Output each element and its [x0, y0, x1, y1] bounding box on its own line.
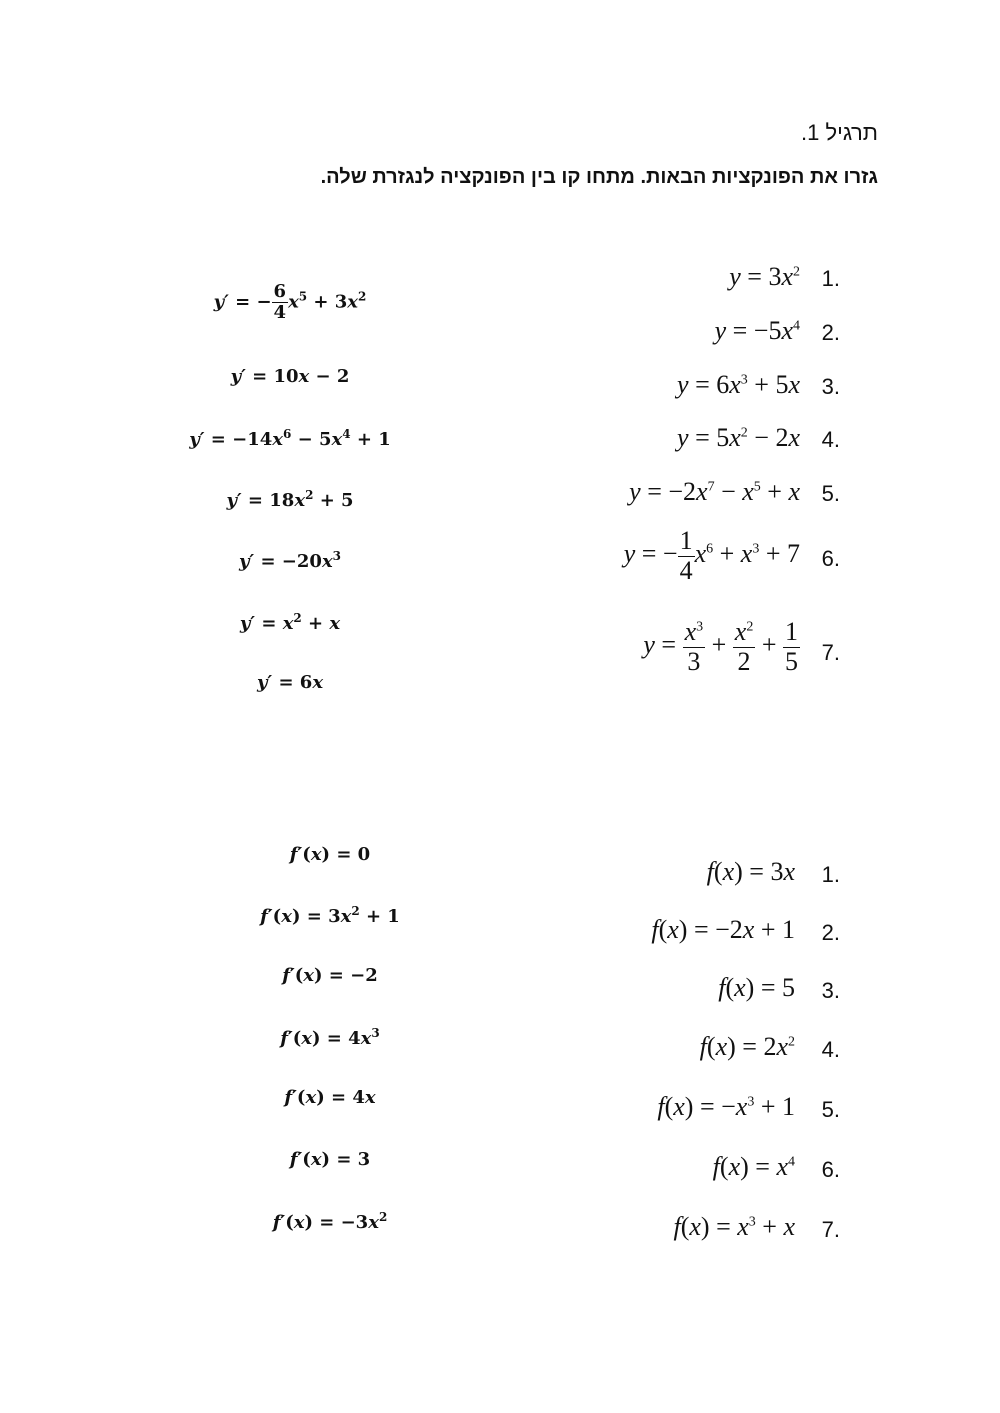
function-number: 2.: [821, 320, 840, 345]
derivative-equation: f′(x) = −2: [282, 965, 378, 986]
derivative-equation: f′(x) = 4x: [284, 1087, 376, 1108]
function-number: 5.: [821, 481, 840, 506]
derivative-equation: $y' = -14x^6 - 5x^4 + 1$: [189, 427, 391, 450]
function-equation: $f(x) = 2x^2$: [699, 1032, 795, 1061]
function-number: 1.: [821, 862, 840, 887]
function-number: 3.: [821, 978, 840, 1003]
derivative-equation: $f'(x) = 3x^2 + 1$: [260, 904, 400, 927]
derivative-equation: $f'(x) = 4x^3$: [280, 1026, 380, 1049]
derivative-equation: y′ = − $\frac{6}{4}$ $x^5 + 3x^2$: [213, 281, 367, 323]
function-number: 6.: [821, 546, 840, 571]
function-number: 3.: [821, 374, 840, 399]
function-equation: $y = 3x^2$: [729, 262, 800, 291]
derivative-equation: y′ = 6x: [256, 672, 324, 693]
function-number: 7.: [821, 1217, 840, 1242]
derivative-equation: $y' = -20x^3$: [238, 549, 342, 572]
function-number: 4.: [821, 427, 840, 452]
function-number: 5.: [821, 1097, 840, 1122]
function-equation: $y = 6x^3 + 5x$: [677, 370, 800, 399]
function-equation: y = $\frac{x^3}{3}$ + $\frac{x^2}{2}$ + $\frac{1}{5}$: [643, 617, 798, 676]
instruction-text: גזרו את הפונקציות הבאות. מתחו קו בין הפונקציה לנגזרת שלה.: [320, 166, 878, 188]
derivative-equation: f′(x) = 0: [289, 844, 371, 865]
derivative-equation: $y' = x^2 + x$: [239, 611, 341, 634]
function-number: 6.: [821, 1157, 840, 1182]
derivative-equation: $y' = 18x^2 + 5$: [226, 488, 354, 511]
function-number: 2.: [821, 920, 840, 945]
derivative-equation: $f'(x) = -3x^2$: [272, 1210, 388, 1233]
function-equation: y = − $\frac{1}{4}$ $x^6 + x^3 + 7$: [623, 526, 800, 585]
function-equation: $y = -5x^4$: [714, 316, 800, 345]
function-number: 7.: [821, 640, 840, 665]
function-equation: $f(x) = x^3 + x$: [673, 1212, 795, 1241]
function-number: 4.: [821, 1037, 840, 1062]
exercise-title: תרגיל 1.: [800, 120, 878, 145]
function-equation: f(x) = 5: [718, 973, 795, 1002]
derivative-equation: y′ = 10x − 2: [230, 366, 350, 387]
function-equation: $y = -2x^7 - x^5 + x$: [629, 477, 800, 506]
function-equation: $y = 5x^2 - 2x$: [677, 423, 800, 452]
function-equation: f(x) = −2x + 1: [651, 915, 795, 944]
function-number: 1.: [821, 266, 840, 291]
function-equation: f(x) = 3x: [706, 857, 795, 886]
derivative-equation: f′(x) = 3: [289, 1149, 371, 1170]
function-equation: $f(x) = x^4$: [712, 1152, 795, 1181]
function-equation: $f(x) = -x^3 + 1$: [657, 1092, 795, 1121]
